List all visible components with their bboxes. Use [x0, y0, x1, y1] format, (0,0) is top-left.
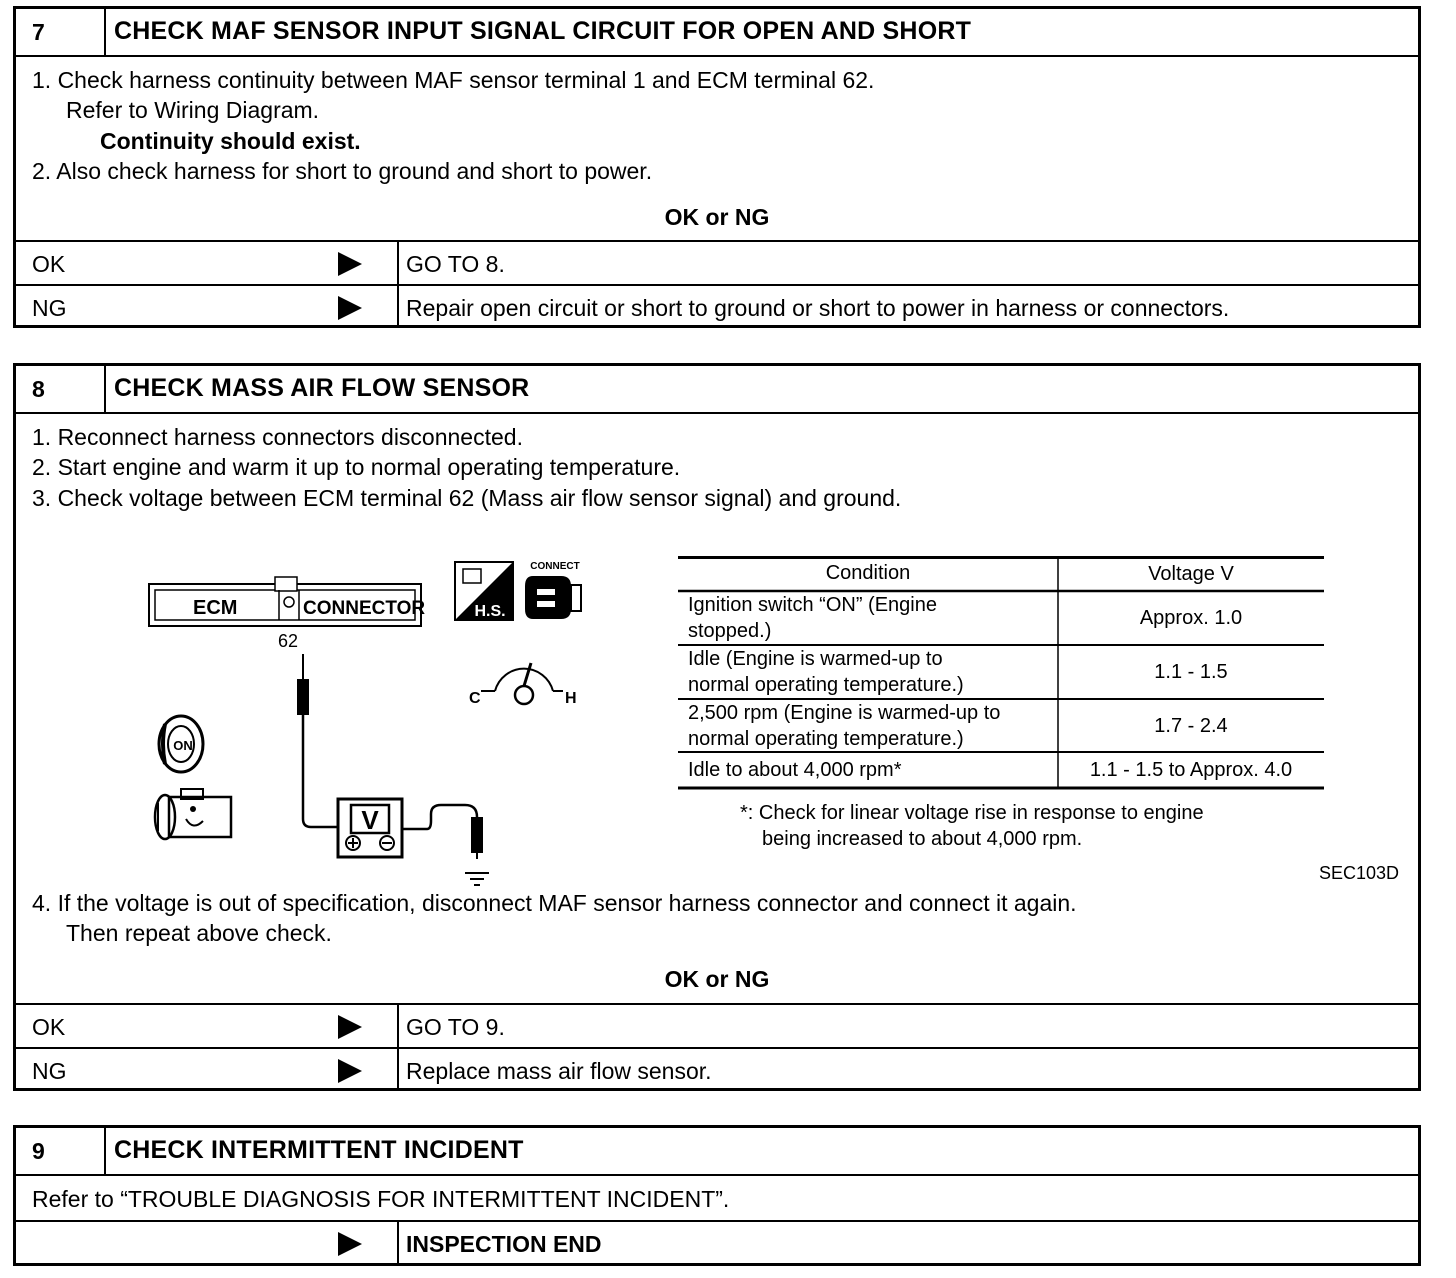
arrow-right-icon: [338, 1059, 362, 1083]
arrow-right-icon: [338, 252, 362, 276]
ng-row: [16, 284, 1418, 328]
ok-label: [16, 242, 399, 284]
ok-ng-label: OK or NG: [664, 204, 770, 230]
connect-label: CONNECT: [530, 561, 580, 572]
condition-cell: Idle to about 4,000 rpm*: [688, 759, 902, 781]
ok-row: [16, 240, 1418, 284]
arrow-right-icon: [338, 296, 362, 320]
voltage-check-diagram: [131, 559, 591, 859]
ok-row: [16, 1003, 1418, 1047]
ignition-key-icon: [159, 716, 203, 772]
step-number: 7: [16, 9, 106, 55]
on-label: ON: [173, 738, 193, 753]
step-title: CHECK MASS AIR FLOW SENSOR: [114, 374, 530, 402]
step-title: CHECK MAF SENSOR INPUT SIGNAL CIRCUIT FOR OPEN AND SHORT: [114, 17, 972, 45]
voltage-cell: 1.1 - 1.5 to Approx. 4.0: [1089, 759, 1293, 781]
voltage-cell: 1.1 - 1.5: [1154, 661, 1228, 683]
table-row: [678, 592, 1324, 645]
connect-icon: [525, 561, 581, 619]
engine-icon: [155, 789, 231, 839]
step-8-header: [16, 366, 1418, 414]
step-7-body: [16, 57, 1418, 240]
step-9-body: [16, 1176, 1418, 1220]
end-row: [16, 1220, 1418, 1264]
table-footnote: being increased to about 4,000 rpm.: [762, 828, 1083, 850]
step-9-header: [16, 1128, 1418, 1176]
instruction-line: Refer to “TROUBLE DIAGNOSIS FOR INTERMITTENT INCIDENT”.: [32, 1186, 730, 1212]
instruction-line: 4. If the voltage is out of specification, disconnect MAF sensor harness connector and connect it again.: [32, 890, 1077, 916]
condition-cell: 2,500 rpm (Engine is warmed-up to: [688, 702, 1001, 724]
table-header-condition: Condition: [825, 562, 911, 584]
step-number: 9: [16, 1128, 106, 1174]
condition-cell: Ignition switch “ON” (Engine: [688, 594, 937, 616]
step-7-panel: [13, 6, 1421, 328]
ng-action: Replace mass air flow sensor.: [406, 1058, 712, 1084]
ng-label: [16, 1049, 399, 1091]
ok-ng-label: OK or NG: [664, 966, 770, 992]
ng-label: [16, 286, 399, 328]
voltmeter-label: V: [361, 805, 379, 835]
instruction-line: 1. Check harness continuity between MAF sensor terminal 1 and ECM terminal 62.: [32, 67, 875, 93]
table-footnote: *: Check for linear voltage rise in response to engine: [740, 802, 1204, 824]
connector-label: CONNECTOR: [303, 598, 426, 619]
table-row: [678, 700, 1324, 752]
ground-icon: [464, 870, 490, 892]
hs-icon: [455, 562, 513, 620]
ok-text: OK: [32, 1014, 66, 1040]
table-row: [678, 646, 1324, 699]
instruction-line: Refer to Wiring Diagram.: [66, 97, 320, 123]
step-8-body: [16, 414, 1418, 1003]
terminal-62-label: 62: [277, 631, 299, 651]
cold-label: C: [469, 690, 481, 707]
instruction-line: 2. Start engine and warm it up to normal operating temperature.: [32, 454, 681, 480]
ng-text: NG: [32, 295, 67, 321]
ecm-label: ECM: [193, 597, 238, 619]
ng-row: [16, 1047, 1418, 1091]
spec-note: Continuity should exist.: [100, 128, 361, 154]
end-action: INSPECTION END: [406, 1231, 602, 1257]
condition-cell: Idle (Engine is warmed-up to: [688, 648, 943, 670]
figure-id: SEC103D: [1319, 863, 1400, 883]
ok-label: [16, 1005, 399, 1047]
voltage-cell: 1.7 - 2.4: [1154, 715, 1228, 737]
instruction-line: 3. Check voltage between ECM terminal 62 (Mass air flow sensor signal) and ground.: [32, 485, 902, 511]
temperature-gauge-icon: [469, 663, 577, 707]
ng-action: Repair open circuit or short to ground or short to power in harness or connectors.: [406, 295, 1230, 321]
voltmeter-icon: [338, 799, 402, 857]
step-9-panel: [13, 1125, 1421, 1266]
ok-text: OK: [32, 251, 66, 277]
step-number: 8: [16, 366, 106, 412]
condition-cell: normal operating temperature.): [688, 674, 964, 696]
voltage-cell: Approx. 1.0: [1139, 607, 1243, 629]
condition-cell: normal operating temperature.): [688, 728, 964, 750]
table-row: [678, 753, 1324, 788]
condition-cell: stopped.): [688, 620, 772, 642]
hs-label: H.S.: [474, 603, 506, 620]
ok-action: GO TO 8.: [406, 251, 505, 277]
step-7-header: [16, 9, 1418, 57]
table-header-voltage: Voltage V: [1148, 563, 1234, 585]
instruction-line: Then repeat above check.: [66, 920, 332, 946]
instruction-line: 1. Reconnect harness connectors disconnected.: [32, 424, 523, 450]
hot-label: H: [565, 690, 577, 707]
step-title: CHECK INTERMITTENT INCIDENT: [114, 1136, 524, 1164]
arrow-right-icon: [338, 1015, 362, 1039]
ok-action: GO TO 9.: [406, 1014, 505, 1040]
ng-text: NG: [32, 1058, 67, 1084]
step-8-panel: [13, 363, 1421, 1091]
end-label: [16, 1222, 399, 1264]
arrow-right-icon: [338, 1232, 362, 1256]
instruction-line: 2. Also check harness for short to ground and short to power.: [32, 158, 653, 184]
